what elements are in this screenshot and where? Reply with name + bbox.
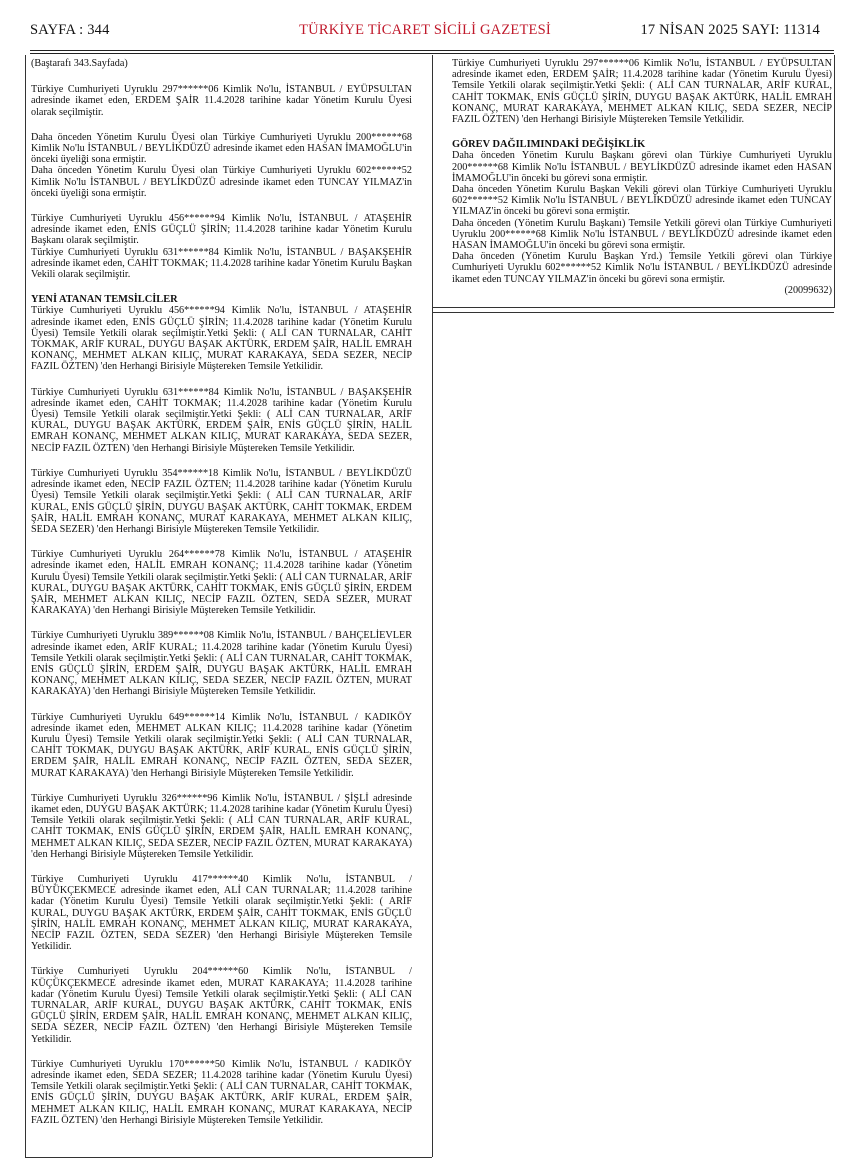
rep-paragraph: Türkiye Cumhuriyeti Uyruklu 389******08 Kimlik No'lu, İSTANBUL / BAHÇELİEVLER adresinde ikamet eden, ARİF KURAL; 11.4.2028 tarihine kadar (Yönetim Kurulu Üyesi) Temsile Yetkili olarak seçilmiştir.Yetki Şekli: ( ALİ CAN TURNALAR, CAHİT TOKMAK, ENİS GÜÇLÜ ŞİRİN, ERDEM ŞAİR, DUYGU BAŞAK AKTÜRK, HALİL EMRAH KONANÇ, MEHMET ALKAN KILIÇ, SEDA SEZER, NECİP FAZIL ÖZTEN, MURAT KARAKAYA) 'den Herhangi Birisiyle Müştereken Temsile Yetkilidir. [31, 630, 412, 698]
board-paragraph: Türkiye Cumhuriyeti Uyruklu 297******06 Kimlik No'lu, İSTANBUL / EYÜPSULTAN adresinde ikamet eden, ERDEM ŞAİR 11.4.2028 tarihine kadar Yönetim Kurulu Üyesi olarak seçilmiştir. [31, 84, 412, 118]
gazette-title: TÜRKİYE TİCARET SİCİLİ GAZETESİ [299, 22, 551, 38]
board-paragraph: Türkiye Cumhuriyeti Uyruklu 631******84 Kimlik No'lu, İSTANBUL / BAŞAKŞEHİR adresinde ikamet eden, CAHİT TOKMAK; 11.4.2028 tarihine kadar Yönetim Kurulu Başkan Vekili olarak seçilmiştir. [31, 246, 412, 281]
column-divider [432, 55, 433, 1157]
right-box-border [834, 55, 835, 308]
left-border [25, 55, 26, 1157]
right-box-bottom-border [432, 307, 834, 308]
rep-paragraph: Türkiye Cumhuriyeti Uyruklu 631******84 Kimlik No'lu, İSTANBUL / BAŞAKŞEHİR adresinde ikamet eden, CAHİT TOKMAK; 11.4.2028 tarihine kadar (Yönetim Kurulu Üyesi) Temsile Yetkili olarak seçilmiştir.Yetki Şekli: ( ALİ CAN TURNALAR, ARİF KURAL, DUYGU BAŞAK AKTÜRK, ERDEM ŞAİR, ENİS GÜÇLÜ ŞİRİN, HALİL EMRAH KONANÇ, MEHMET ALKAN KILIÇ, MURAT KARAKAYA, SEDA SEZER, NECİP FAZIL ÖZTEN) 'den Herhangi Birisiyle Müştereken Temsile Yetkilidir. [31, 386, 412, 454]
duty-change-paragraph: Daha önceden (Yönetim Kurulu Başkanı) Temsile Yetkili görevi olan Türkiye Cumhuriyeti Uyruklu 200******68 Kimlik No'lu İSTANBUL / BEYLİKDÜZÜ adresinde ikamet eden HASAN İMAMOĞLU'in önceki bu görevi sona ermiştir. [452, 217, 832, 252]
board-paragraph: Türkiye Cumhuriyeti Uyruklu 456******94 Kimlik No'lu, İSTANBUL / ATAŞEHİR adresinde ikamet eden, ENİS GÜÇLÜ ŞİRİN; 11.4.2028 tarihine kadar Yönetim Kurulu Başkanı olarak seçilmiştir. [31, 213, 412, 247]
section-title-new-reps: YENİ ATANAN TEMSİLCİLER [31, 294, 178, 306]
duty-change-paragraph: Daha önceden Yönetim Kurulu Başkanı görevi olan Türkiye Cumhuriyeti Uyruklu 200******68 Kimlik No'lu İSTANBUL / BEYLİKDÜZÜ adresinde ikamet eden HASAN İMAMOĞLU'in önceki bu görevi sona ermiştir. [452, 150, 832, 184]
continuation-note: (Baştarafı 343.Sayfada) [31, 58, 128, 69]
rep-paragraph: Türkiye Cumhuriyeti Uyruklu 170******50 Kimlik No'lu, İSTANBUL / KADIKÖY adresinde ikamet eden, SEDA SEZER; 11.4.2028 tarihine kadar (Yönetim Kurulu Üyesi) Temsile Yetkili olarak seçilmiştir.Yetki Şekli: ( ALİ CAN TURNALAR, CAHİT TOKMAK, ENİS GÜÇLÜ ŞİRİN, DUYGU BAŞAK AKTÜRK, ARİF KURAL, ERDEM ŞAİR, MEHMET ALKAN KILIÇ, HALİL EMRAH KONANÇ, MURAT KARAKAYA, NECİP FAZIL ÖZTEN) 'den Herhangi Birisiyle Müştereken Temsile Yetkilidir. [31, 1058, 412, 1126]
rep-paragraph: Türkiye Cumhuriyeti Uyruklu 649******14 Kimlik No'lu, İSTANBUL / KADIKÖY adresinde ikamet eden, MEHMET ALKAN KILIÇ; 11.4.2028 tarihine kadar (Yönetim Kurulu Üyesi) Temsile Yetkili olarak seçilmiştir.Yetki Şekli: ( ALİ CAN TURNALAR, CAHİT TOKMAK, DUYGU BAŞAK AKTÜRK, ARİF KURAL, ENİS GÜÇLÜ ŞİRİN, ERDEM ŞAİR, HALİL EMRAH KONANÇ, NECİP FAZIL ÖZTEN, SEDA SEZER, MURAT KARAKAYA) 'den Herhangi Birisiyle Müştereken Temsile Yetkilidir. [31, 711, 412, 779]
rep-paragraph: Türkiye Cumhuriyeti Uyruklu 456******94 Kimlik No'lu, İSTANBUL / ATAŞEHİR adresinde ikamet eden, ENİS GÜÇLÜ ŞİRİN; 11.4.2028 tarihine kadar (Yönetim Kurulu Üyesi) Temsile Yetkili olarak seçilmiştir.Yetki Şekli: ( ALİ CAN TURNALAR, CAHİT TOKMAK, ARİF KURAL, DUYGU BAŞAK AKTÜRK, ERDEM ŞAİR, HALİL EMRAH KONANÇ, MEHMET ALKAN KILIÇ, MURAT KARAKAYA, SEDA SEZER, NECİP FAZIL ÖZTEN) 'den Herhangi Birisiyle Müştereken Temsile Yetkilidir. [31, 305, 412, 373]
right-column-rule [432, 312, 834, 313]
left-bottom-border [25, 1157, 432, 1158]
rep-paragraph: Türkiye Cumhuriyeti Uyruklu 264******78 Kimlik No'lu, İSTANBUL / ATAŞEHİR adresinde ikamet eden, HALİL EMRAH KONANÇ; 11.4.2028 tarihine kadar (Yönetim Kurulu Üyesi) Temsile Yetkili olarak seçilmiştir.Yetki Şekli: ( ALİ CAN TURNALAR, ARİF KURAL, DUYGU BAŞAK AKTÜRK, CAHİT TOKMAK, ENİS GÜÇLÜ ŞİRİN, ERDEM ŞAİR, MEHMET ALKAN KILIÇ, NECİP FAZIL ÖZTEN, SEDA SEZER, MURAT KARAKAYA) 'den Herhangi Birisiyle Müştereken Temsile Yetkilidir. [31, 549, 412, 617]
duty-change-paragraph: Daha önceden (Yönetim Kurulu Başkan Yrd.) Temsile Yetkili görevi olan Türkiye Cumhuriyeti Uyruklu 602******52 Kimlik No'lu İSTANBUL / BEYLİKDÜZÜ adresinde ikamet eden TUNCAY YILMAZ'in önceki bu görevi sona ermiştir. [452, 251, 832, 285]
rep-paragraph: Türkiye Cumhuriyeti Uyruklu 417******40 Kimlik No'lu, İSTANBUL / BÜYÜKÇEKMECE adresinde ikamet eden, ALİ CAN TURNALAR; 11.4.2028 tarihine kadar (Yönetim Kurulu Üyesi) Temsile Yetkili olarak seçilmiştir.Yetki Şekli: ( ARİF KURAL, DUYGU BAŞAK AKTÜRK, ERDEM ŞAİR, CAHİT TOKMAK, ENİS GÜÇLÜ ŞİRİN, HALİL EMRAH KONANÇ, MEHMET ALKAN KILIÇ, MURAT KARAKAYA, NECİP FAZIL ÖZTEN, SEDA SEZER) 'den Herhangi Birisiyle Müştereken Temsile Yetkilidir. [31, 873, 412, 953]
rep-paragraph: Türkiye Cumhuriyeti Uyruklu 354******18 Kimlik No'lu, İSTANBUL / BEYLİKDÜZÜ adresinde ikamet eden, NECİP FAZIL ÖZTEN; 11.4.2028 tarihine kadar (Yönetim Kurulu Üyesi) Temsile Yetkili olarak seçilmiştir.Yetki Şekli: ( ALİ CAN TURNALAR, ARİF KURAL, ENİS GÜÇLÜ ŞİRİN, DUYGU BAŞAK AKTÜRK, CAHİT TOKMAK, ERDEM ŞAİR, HALİL EMRAH KONANÇ, MURAT KARAKAYA, MEHMET ALKAN KILIÇ, SEDA SEZER) 'den Herhangi Birisiyle Müştereken Temsile Yetkilidir. [31, 467, 412, 535]
duty-change-paragraph: Daha önceden Yönetim Kurulu Başkan Vekili görevi olan Türkiye Cumhuriyeti Uyruklu 602******52 Kimlik No'lu İSTANBUL / BEYLİKDÜZÜ adresinde ikamet eden TUNCAY YILMAZ'in önceki bu görevi sona ermiştir. [452, 184, 832, 218]
right-column [452, 58, 832, 296]
left-column [31, 58, 412, 1126]
board-paragraph: Daha önceden Yönetim Kurulu Üyesi olan Türkiye Cumhuriyeti Uyruklu 602******52 Kimlik No'lu İSTANBUL / BEYLİKDÜZÜ adresinde ikamet eden TUNCAY YILMAZ'in önceki üyeliği sona ermiştir. [31, 165, 412, 199]
header-rule-bottom [30, 53, 834, 54]
header-rule-top [30, 50, 834, 51]
section-title-duty-change: GÖREV DAĞILIMINDAKİ DEĞİŞİKLİK [452, 139, 646, 151]
page-header [30, 22, 820, 42]
board-paragraph: Daha önceden Yönetim Kurulu Üyesi olan Türkiye Cumhuriyeti Uyruklu 200******68 Kimlik No'lu İSTANBUL / BEYLİKDÜZÜ adresinde ikamet eden HASAN İMAMOĞLU'in önceki üyeliği sona ermiştir. [31, 131, 412, 166]
rep-paragraph: Türkiye Cumhuriyeti Uyruklu 204******60 Kimlik No'lu, İSTANBUL / KÜÇÜKÇEKMECE adresinde ikamet eden, MURAT KARAKAYA; 11.4.2028 tarihine kadar (Yönetim Kurulu Üyesi) Temsile Yetkili olarak seçilmiştir.Yetki Şekli: ( ALİ CAN TURNALAR, ARİF KURAL, DUYGU BAŞAK AKTÜRK, CAHİT TOKMAK, ENİS GÜÇLÜ ŞİRİN, ERDEM ŞAİR, HALİL EMRAH KONANÇ, MEHMET ALKAN KILIÇ, SEDA SEZER, NECİP FAZIL ÖZTEN) 'den Herhangi Birisiyle Müştereken Temsile Yetkilidir. [31, 966, 412, 1045]
registration-reference: (20099632) [784, 284, 832, 296]
issue-date: 17 NİSAN 2025 SAYI: 11314 [640, 22, 820, 38]
page-number: SAYFA : 344 [30, 22, 110, 38]
rep-paragraph: Türkiye Cumhuriyeti Uyruklu 326******96 Kimlik No'lu, İSTANBUL / ŞİŞLİ adresinde ikamet eden, DUYGU BAŞAK AKTÜRK; 11.4.2028 tarihine kadar (Yönetim Kurulu Üyesi) Temsile Yetkili olarak seçilmiştir.Yetki Şekli: ( ALİ CAN TURNALAR, ARİF KURAL, CAHİT TOKMAK, ENİS GÜÇLÜ ŞİRİN, ERDEM ŞAİR, HALİL EMRAH KONANÇ, MEHMET ALKAN KILIÇ, SEDA SEZER, NECİP FAZIL ÖZTEN, MURAT KARAKAYA) 'den Herhangi Birisiyle Müştereken Temsile Yetkilidir. [31, 792, 412, 860]
rep-paragraph: Türkiye Cumhuriyeti Uyruklu 297******06 Kimlik No'lu, İSTANBUL / EYÜPSULTAN adresinde ikamet eden, ERDEM ŞAİR; 11.4.2028 tarihine kadar (Yönetim Kurulu Üyesi) Temsile Yetkili olarak seçilmiştir.Yetki Şekli: ( ALİ CAN TURNALAR, ARİF KURAL, CAHİT TOKMAK, ENİS GÜÇLÜ ŞİRİN, DUYGU BAŞAK AKTÜRK, HALİL EMRAH KONANÇ, MURAT KARAKAYA, MEHMET ALKAN KILIÇ, SEDA SEZER, NECİP FAZIL ÖZTEN) 'den Herhangi Birisiyle Müştereken Temsile Yetkilidir. [452, 58, 832, 126]
